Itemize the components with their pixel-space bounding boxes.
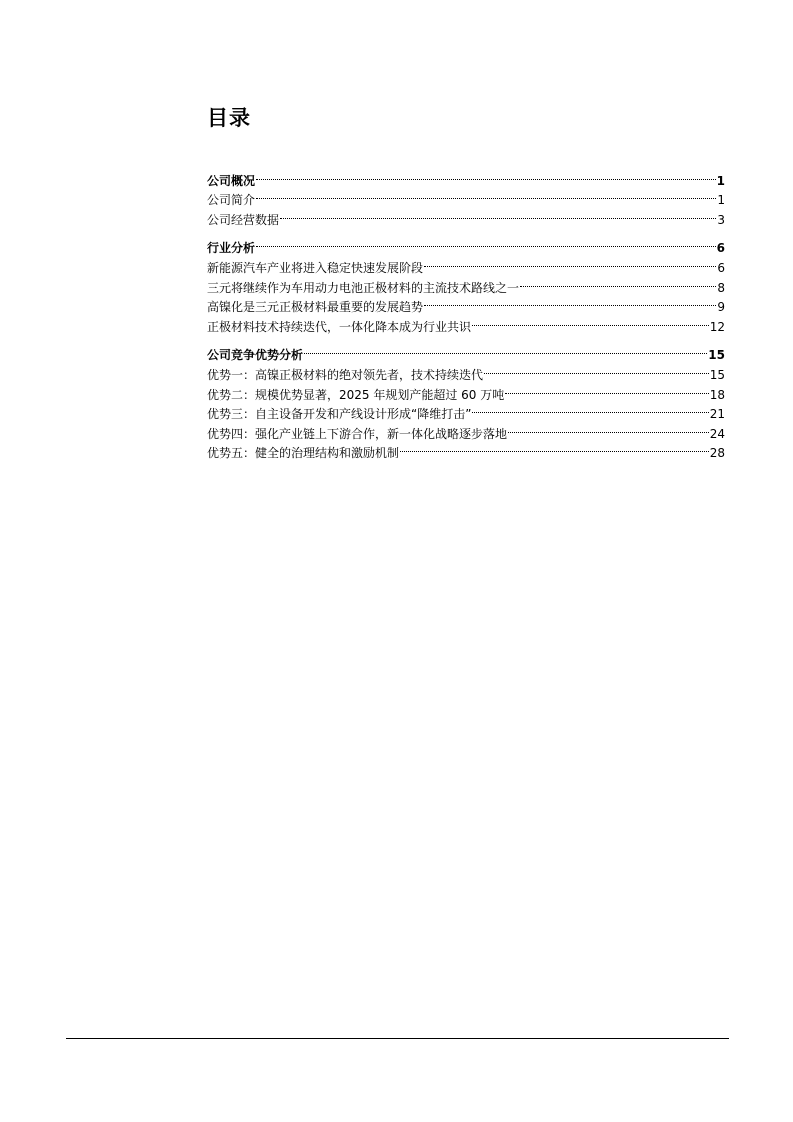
toc-title: 目录 — [207, 106, 251, 130]
dot-leader — [256, 165, 716, 185]
toc-item-label: 正极材料技术持续迭代，一体化降本成为行业共识 — [207, 319, 472, 334]
toc-item-label: 优势三：自主设备开发和产线设计形成“降维打击” — [207, 407, 472, 422]
toc-item-label: 公司经营数据 — [207, 212, 280, 227]
toc-item-label: 新能源汽车产业将进入稳定快速发展阶段 — [207, 260, 424, 275]
dot-leader — [256, 185, 716, 205]
dot-leader — [400, 438, 709, 458]
section-gap — [207, 224, 725, 233]
toc-item-label: 三元将继续作为车用动力电池正极材料的主流技术路线之一 — [207, 280, 520, 295]
toc-page-number: 21 — [709, 407, 725, 422]
toc-page-number: 12 — [709, 319, 725, 334]
toc-section-label: 行业分析 — [207, 241, 256, 256]
dot-leader — [280, 204, 716, 224]
toc-page-number: 3 — [717, 212, 725, 227]
toc-item[interactable] — [207, 252, 725, 275]
toc-page-number: 6 — [717, 260, 725, 275]
dot-leader — [256, 233, 716, 253]
toc-item[interactable] — [207, 204, 725, 227]
dot-leader — [472, 399, 708, 419]
toc-item-label: 高镍化是三元正极材料最重要的发展趋势 — [207, 300, 424, 315]
toc-page-number: 18 — [709, 387, 725, 402]
toc-page-number: 15 — [708, 348, 725, 363]
toc-page-number: 15 — [709, 367, 725, 382]
toc-page-number: 24 — [709, 426, 725, 441]
toc-item-label: 优势四：强化产业链上下游合作，新一体化战略逐步落地 — [207, 426, 508, 441]
dot-leader — [484, 359, 709, 379]
toc-page-number: 9 — [717, 300, 725, 315]
toc-section-label: 公司概况 — [207, 173, 256, 188]
toc-item-label: 优势五：健全的治理结构和激励机制 — [207, 446, 400, 461]
toc-item[interactable] — [207, 185, 725, 208]
dot-leader — [424, 252, 716, 272]
toc-item-label: 优势一：高镍正极材料的绝对领先者，技术持续迭代 — [207, 367, 484, 382]
toc-section-industry-analysis[interactable] — [207, 233, 725, 256]
dot-leader — [472, 311, 709, 331]
toc-item-label: 优势二：规模优势显著，2025 年规划产能超过 60 万吨 — [207, 387, 505, 402]
toc-section-competitive-advantages[interactable] — [207, 340, 725, 363]
toc-section-company-overview[interactable] — [207, 165, 725, 188]
toc-page-number: 8 — [717, 280, 725, 295]
toc-page-number: 6 — [716, 241, 725, 256]
toc-page-number: 28 — [709, 446, 725, 461]
dot-leader — [520, 272, 716, 292]
table-of-contents — [207, 165, 725, 461]
dot-leader — [505, 379, 708, 399]
dot-leader — [304, 340, 707, 360]
toc-page-number: 1 — [717, 193, 725, 208]
footer-divider — [66, 1038, 729, 1039]
toc-section-label: 公司竞争优势分析 — [207, 348, 304, 363]
dot-leader — [424, 292, 716, 312]
dot-leader — [508, 418, 709, 438]
toc-page-number: 1 — [716, 173, 725, 188]
toc-item-label: 公司简介 — [207, 193, 256, 208]
